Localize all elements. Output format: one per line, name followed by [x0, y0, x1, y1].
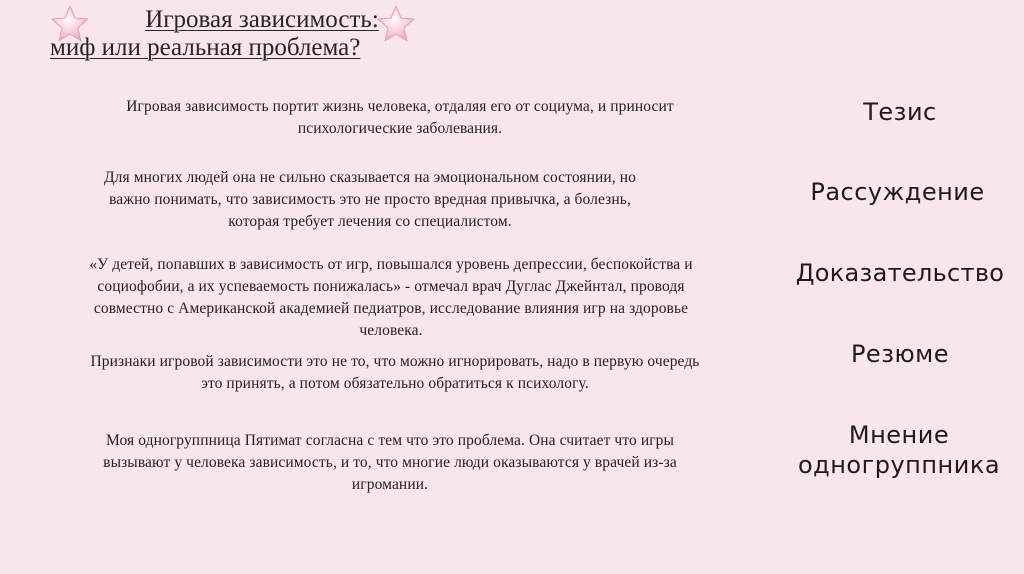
evidence-text — [18, 254, 764, 342]
label-opinion-line: одногруппника — [797, 451, 1001, 479]
evidence-line: «У детей, попавших в зависимость от игр, повышался уровень депрессии, беспокойства и — [89, 256, 693, 273]
thesis-text — [60, 96, 740, 140]
reasoning-text — [20, 167, 720, 233]
label-summary: Резюме — [850, 340, 950, 368]
label-thesis: Тезис — [863, 98, 937, 126]
thesis-line: Игровая зависимость портит жизнь человека, отдаляя его от социума, и приносит — [126, 98, 674, 115]
reasoning-line: Для многих людей она не сильно сказывается на эмоциональном состоянии, но — [103, 169, 636, 186]
opinion-line: вызывают у человека зависимость, и то, что многие люди оказываются у врачей из-за — [103, 454, 677, 471]
label-opinion-line: Мнение — [848, 421, 950, 449]
opinion-line: игромании. — [351, 476, 429, 493]
opinion-text — [40, 430, 740, 496]
title-line-1: Игровая зависимость: — [145, 6, 379, 33]
reasoning-line: важно понимать, что зависимость это не просто вредная привычка, а болезнь, — [109, 191, 631, 208]
reasoning-line: которая требует лечения со специалистом. — [228, 213, 512, 230]
evidence-line: человека. — [359, 322, 423, 339]
evidence-line: социофобии, а их успеваемость понижалась» - отмечал врач Дуглас Джейнтал, проводя — [97, 278, 685, 295]
opinion-line: Моя одногруппница Пятимат согласна с тем что это проблема. Она считает что игры — [105, 432, 675, 449]
summary-line: это принять, а потом обязательно обратиться к психологу. — [201, 375, 589, 392]
evidence-line: совместно с Американской академией педиатров, исследование влияния игр на здоровье — [93, 300, 689, 317]
summary-text — [10, 351, 780, 395]
thesis-line: психологические заболевания. — [297, 120, 503, 137]
page-title — [50, 6, 432, 62]
label-evidence: Доказательство — [795, 259, 1005, 287]
label-reasoning: Рассуждение — [810, 178, 985, 206]
title-line-2: миф или реальная проблема? — [50, 34, 361, 61]
label-opinion — [786, 420, 1012, 480]
summary-line: Признаки игровой зависимости это не то, что можно игнорировать, надо в первую очередь — [90, 353, 700, 370]
